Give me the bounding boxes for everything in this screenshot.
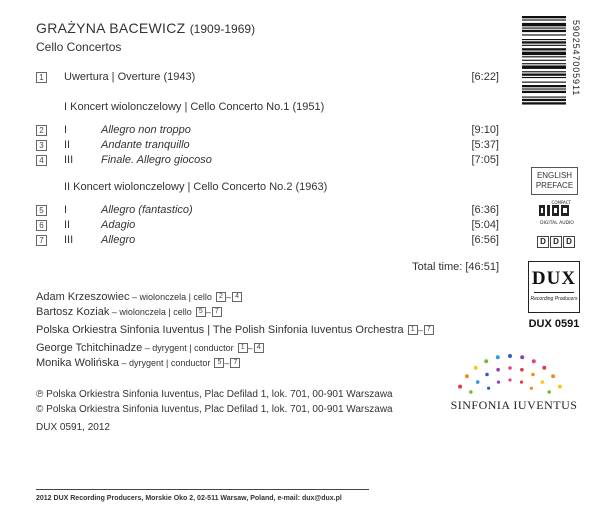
performer-role: – wiolonczela | cello xyxy=(129,292,212,302)
track-range-end: 4 xyxy=(232,292,242,302)
barcode-bar xyxy=(522,52,566,55)
performer-name: Monika Wolińska xyxy=(36,357,119,369)
barcode-bar xyxy=(522,19,566,20)
performer-role: – dyrygent | conductor xyxy=(118,358,211,368)
english-preface-badge xyxy=(531,167,578,195)
english-preface-line1: ENGLISH xyxy=(536,171,573,180)
track-number: 6 xyxy=(36,220,47,231)
ddd-letter: D xyxy=(537,236,549,248)
track-row xyxy=(36,219,499,234)
track-duration: [6:22] xyxy=(471,71,499,83)
footer-divider xyxy=(36,489,369,490)
credit-line: Bartosz Koziak – wiolonczela | cello 5 – 7 xyxy=(36,306,222,318)
logo-dot xyxy=(508,354,512,358)
dux-logo xyxy=(528,261,580,313)
logo-dot xyxy=(541,380,545,384)
logo-dot xyxy=(484,359,488,363)
movement-number: II xyxy=(64,139,71,151)
logo-dot xyxy=(508,378,511,381)
track-row xyxy=(36,124,499,139)
track-title: Finale. Allegro giocoso xyxy=(101,154,212,166)
track-title: Uwertura | Overture (1943) xyxy=(64,71,196,83)
logo-dot xyxy=(531,373,535,377)
track-row xyxy=(36,204,499,219)
movement-number: I xyxy=(64,124,68,136)
barcode-bar xyxy=(522,88,566,89)
barcode-bar xyxy=(522,48,566,50)
barcode-bar xyxy=(522,85,566,87)
movement-number: III xyxy=(64,234,74,246)
logo-dot xyxy=(469,390,473,394)
barcode-bar xyxy=(522,34,566,35)
performer-name: George Tchitchinadze xyxy=(36,342,143,354)
footer-text: 2012 DUX Recording Producers, Morskie Oko 2, 02-511 Warsaw, Poland, e-mail: dux@dux.pl xyxy=(36,495,342,502)
barcode-bar xyxy=(522,30,566,32)
barcode-bar xyxy=(522,60,566,61)
barcode-bar xyxy=(522,63,566,64)
logo-dot xyxy=(508,366,512,370)
track-row xyxy=(36,71,499,86)
performer-name: Bartosz Koziak xyxy=(36,306,110,318)
track-duration: [5:04] xyxy=(471,219,499,231)
track-row xyxy=(36,154,499,169)
track-title: Adagio xyxy=(101,219,136,231)
dux-logo-rule xyxy=(534,292,574,293)
track-duration: [9:10] xyxy=(471,124,499,136)
barcode-bar xyxy=(522,56,566,57)
barcode-number: 5902547005911 xyxy=(571,20,581,97)
track-title: Allegro (fantastico) xyxy=(101,204,193,216)
track-number: 2 xyxy=(36,125,47,136)
barcode-bar xyxy=(522,71,566,72)
movement-number: II xyxy=(64,219,71,231)
track-range-end: 7 xyxy=(230,358,240,368)
catalog-number: DUX 0591 xyxy=(528,318,580,330)
track-number: 5 xyxy=(36,205,47,216)
barcode-bar xyxy=(522,16,566,18)
logo-dot xyxy=(520,355,524,359)
track-range-start: 5 xyxy=(196,307,206,317)
track-range-end: 7 xyxy=(212,307,222,317)
barcode-bar xyxy=(522,82,566,83)
concerto-2-heading: II Koncert wiolonczelowy | Cello Concerto No.2 (1963) xyxy=(64,181,328,193)
track-title: Andante tranquillo xyxy=(101,139,190,151)
barcode-bar xyxy=(522,77,566,78)
barcode-bar xyxy=(522,102,566,104)
track-number: 1 xyxy=(36,72,47,83)
track-duration: [6:56] xyxy=(471,234,499,246)
copyright-notice: © Polska Orkiestra Sinfonia Iuventus, Plac Defilad 1, lok. 701, 00-901 Warszawa xyxy=(36,404,393,415)
performer-role: – wiolonczela | cello xyxy=(109,307,192,317)
composer-name: GRAŻYNA BACEWICZ xyxy=(36,20,186,36)
phonogram-notice: ℗ Polska Orkiestra Sinfonia Iuventus, Plac Defilad 1, lok. 701, 00-901 Warszawa xyxy=(36,389,393,400)
track-range-end: 7 xyxy=(424,325,434,335)
movement-number: I xyxy=(64,204,68,216)
dux-logo-sub: Recording Producers xyxy=(530,296,578,302)
logo-dot xyxy=(558,385,562,389)
cd-logo-sub: DIGITAL AUDIO xyxy=(540,221,574,226)
track-title: Allegro xyxy=(101,234,136,246)
barcode-bar xyxy=(522,39,566,40)
concerto-1-heading: I Koncert wiolonczelowy | Cello Concerto No.1 (1951) xyxy=(64,101,325,113)
track-duration: [6:36] xyxy=(471,204,499,216)
movement-number: III xyxy=(64,154,74,166)
credit-line: Polska Orkiestra Sinfonia Iuventus | The Polish Sinfonia Iuventus Orchestra 1 – 7 xyxy=(36,324,434,336)
logo-dot xyxy=(547,390,551,394)
barcode-bar xyxy=(522,41,566,43)
sinfonia-iuventus-logo-text: SINFONIA IUVENTUS xyxy=(450,398,578,412)
compact-disc-logo xyxy=(537,200,577,228)
barcode-bar xyxy=(522,97,566,98)
logo-dot xyxy=(487,387,490,390)
barcode-digits xyxy=(569,20,583,150)
performer-name: Polska Orkiestra Sinfonia Iuventus | The Polish Sinfonia Iuventus Orchestra xyxy=(36,324,404,336)
logo-dot xyxy=(465,374,469,378)
track-duration: [7:05] xyxy=(471,154,499,166)
logo-dot xyxy=(520,368,524,372)
logo-dot xyxy=(474,366,478,370)
performer-role: – dyrygent | conductor xyxy=(142,343,234,353)
logo-dot xyxy=(496,368,500,372)
barcode-bar xyxy=(522,65,566,68)
barcode-bar xyxy=(522,99,566,101)
logo-dot xyxy=(497,381,500,384)
track-range-start: 5 xyxy=(214,358,224,368)
track-row xyxy=(36,139,499,154)
catalog-year: DUX 0591, 2012 xyxy=(36,422,110,433)
track-range-start: 2 xyxy=(216,292,226,302)
logo-dot xyxy=(496,355,500,359)
credit-line: Monika Wolińska – dyrygent | conductor 5 – 7 xyxy=(36,357,240,369)
barcode-bar xyxy=(522,74,566,76)
barcode-bar xyxy=(522,91,566,93)
barcode-bar xyxy=(522,23,566,26)
sinfonia-iuventus-logo-dots xyxy=(448,352,572,396)
track-row xyxy=(36,234,499,249)
total-time: Total time: [46:51] xyxy=(412,261,499,273)
ddd-letter: D xyxy=(550,236,562,248)
logo-dot xyxy=(551,374,555,378)
barcode-bar xyxy=(522,45,566,46)
track-number: 7 xyxy=(36,235,47,246)
track-title: Allegro non troppo xyxy=(101,124,191,136)
english-preface-line2: PREFACE xyxy=(535,181,574,190)
track-range-start: 1 xyxy=(408,325,418,335)
track-number: 4 xyxy=(36,155,47,166)
album-subtitle: Cello Concertos xyxy=(36,40,122,54)
track-range-end: 4 xyxy=(254,343,264,353)
logo-dot xyxy=(485,373,489,377)
track-number: 3 xyxy=(36,140,47,151)
dux-logo-word: DUX xyxy=(531,268,577,289)
composer-years: (1909-1969) xyxy=(189,22,256,36)
track-range-start: 1 xyxy=(238,343,248,353)
credit-line: Adam Krzeszowiec – wiolonczela | cello 2 – 4 xyxy=(36,291,242,303)
track-duration: [5:37] xyxy=(471,139,499,151)
credit-line: George Tchitchinadze – dyrygent | conductor 1 – 4 xyxy=(36,342,264,354)
logo-dot xyxy=(532,359,536,363)
logo-dot xyxy=(476,380,480,384)
album-title xyxy=(36,20,255,36)
ddd-letter: D xyxy=(563,236,575,248)
cd-logo-text: COMPACT xyxy=(551,200,571,205)
performer-name: Adam Krzeszowiec xyxy=(36,291,130,303)
logo-dot xyxy=(542,366,546,370)
logo-dot xyxy=(458,385,462,389)
logo-dot xyxy=(530,387,533,390)
logo-dot xyxy=(520,381,523,384)
barcode-bar xyxy=(522,28,566,29)
ddd-code xyxy=(537,231,576,249)
